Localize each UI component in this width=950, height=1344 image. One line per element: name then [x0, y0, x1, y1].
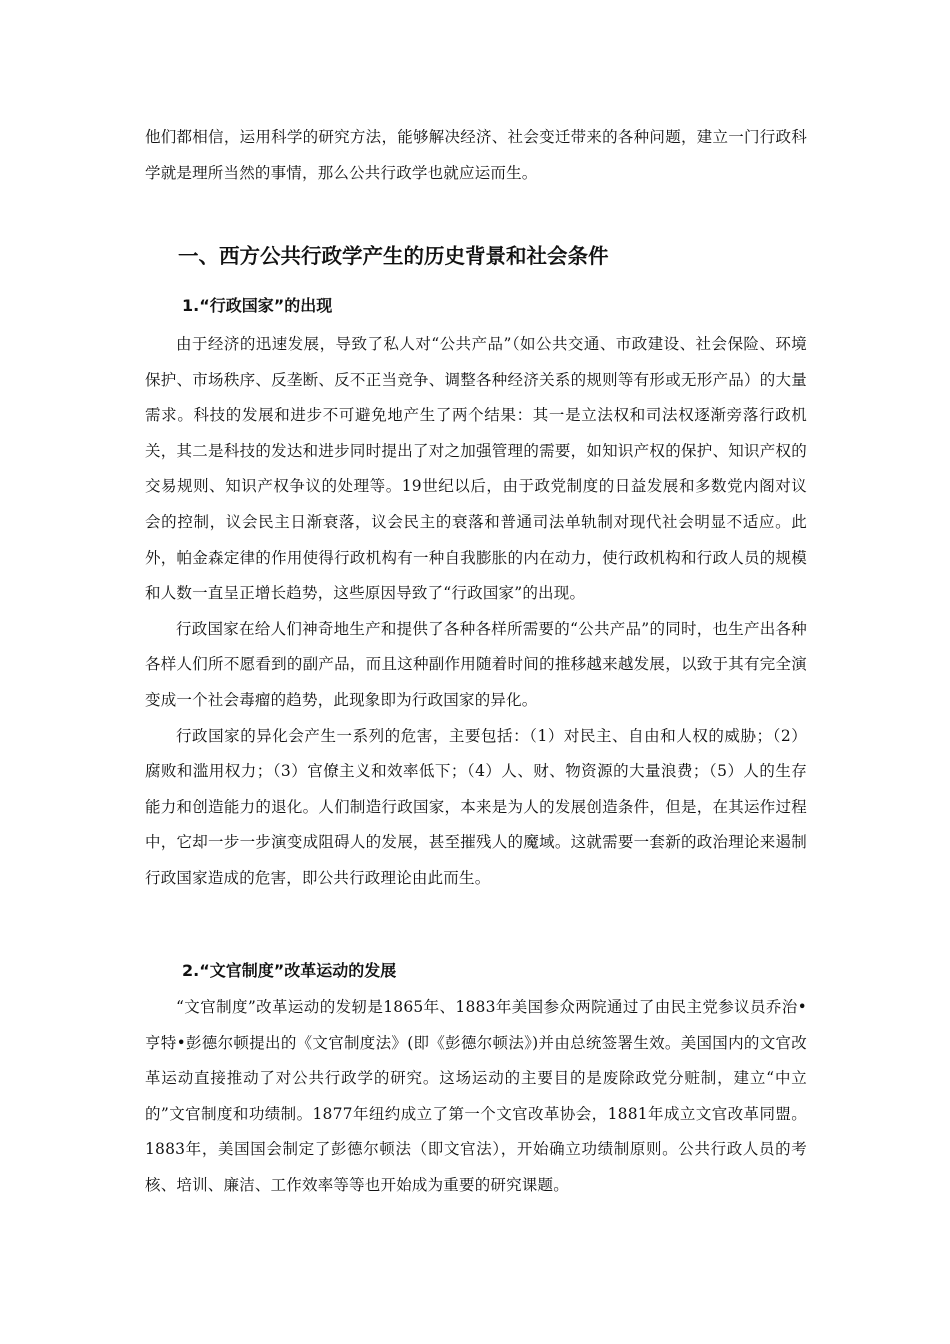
- subsection-title-1: 1.“行政国家”的出现: [182, 296, 333, 315]
- paragraph: 行政国家在给人们神奇地生产和提供了各种各样所需要的“公共产品”的同时，也生产出各种各样人们所不愿看到的副产品，而且这种副作用随着时间的推移越来越发展，以致于其有完全演变成一个社会毒瘤的趋势，此现象即为行政国家的异化。: [145, 619, 807, 709]
- paragraph: 行政国家的异化会产生一系列的危害，主要包括：（1）对民主、自由和人权的威胁；（2）腐败和滥用权力；（3）官僚主义和效率低下；（4）人、财、物资源的大量浪费；（5）人的生存能力和创造能力的退化。人们制造行政国家，本来是为人的发展创造条件，但是，在其运作过程中，它却一步一步演变成阻碍人的发展，甚至摧残人的魔域。这就需要一套新的政治理论来遏制行政国家造成的危害，即公共行政理论由此而生。: [145, 726, 807, 887]
- subsection-body-1: [145, 327, 807, 897]
- intro-paragraph: 他们都相信，运用科学的研究方法，能够解决经济、社会变迁带来的各种问题，建立一门行政科学就是理所当然的事情，那么公共行政学也就应运而生。: [145, 128, 807, 182]
- subsection-title-2: 2.“文官制度”改革运动的发展: [182, 961, 397, 980]
- paragraph: 由于经济的迅速发展，导致了私人对“公共产品”（如公共交通、市政建设、社会保险、环境保护、市场秩序、反垄断、反不正当竞争、调整各种经济关系的规则等有形或无形产品）的大量需求。科技的发展和进步不可避免地产生了两个结果：其一是立法权和司法权逐渐旁落行政机关，其二是科技的发达和进步同时提出了对之加强管理的需要，如知识产权的保护、知识产权的交易规则、知识产权争议的处理等。19世纪以后，由于政党制度的日益发展和多数党内阁对议会的控制，议会民主日渐衰落，议会民主的衰落和普通司法单轨制对现代社会明显不适应。此外，帕金森定律的作用使得行政机构有一种自我膨胀的内在动力，使行政机构和行政人员的规模和人数一直呈正增长趋势，这些原因导致了“行政国家”的出现。: [145, 335, 807, 603]
- paragraph: “文官制度”改革运动的发轫是1865年、1883年美国参众两院通过了由民主党参议员乔治•亨特•彭德尔顿提出的《文官制度法》(即《彭德尔顿法》)并由总统签署生效。美国国内的文官改革运动直接推动了对公共行政学的研究。这场运动的主要目的是废除政党分赃制，建立“中立的”文官制度和功绩制。1877年纽约成立了第一个文官改革协会，1881年成立文官改革同盟。1883年，美国国会制定了彭德尔顿法（即文官法），开始确立功绩制原则。公共行政人员的考核、培训、廉洁、工作效率等等也开始成为重要的研究课题。: [145, 998, 807, 1194]
- subsection-body-2: [145, 990, 807, 1204]
- section-heading: 一、西方公共行政学产生的历史背景和社会条件: [178, 244, 609, 268]
